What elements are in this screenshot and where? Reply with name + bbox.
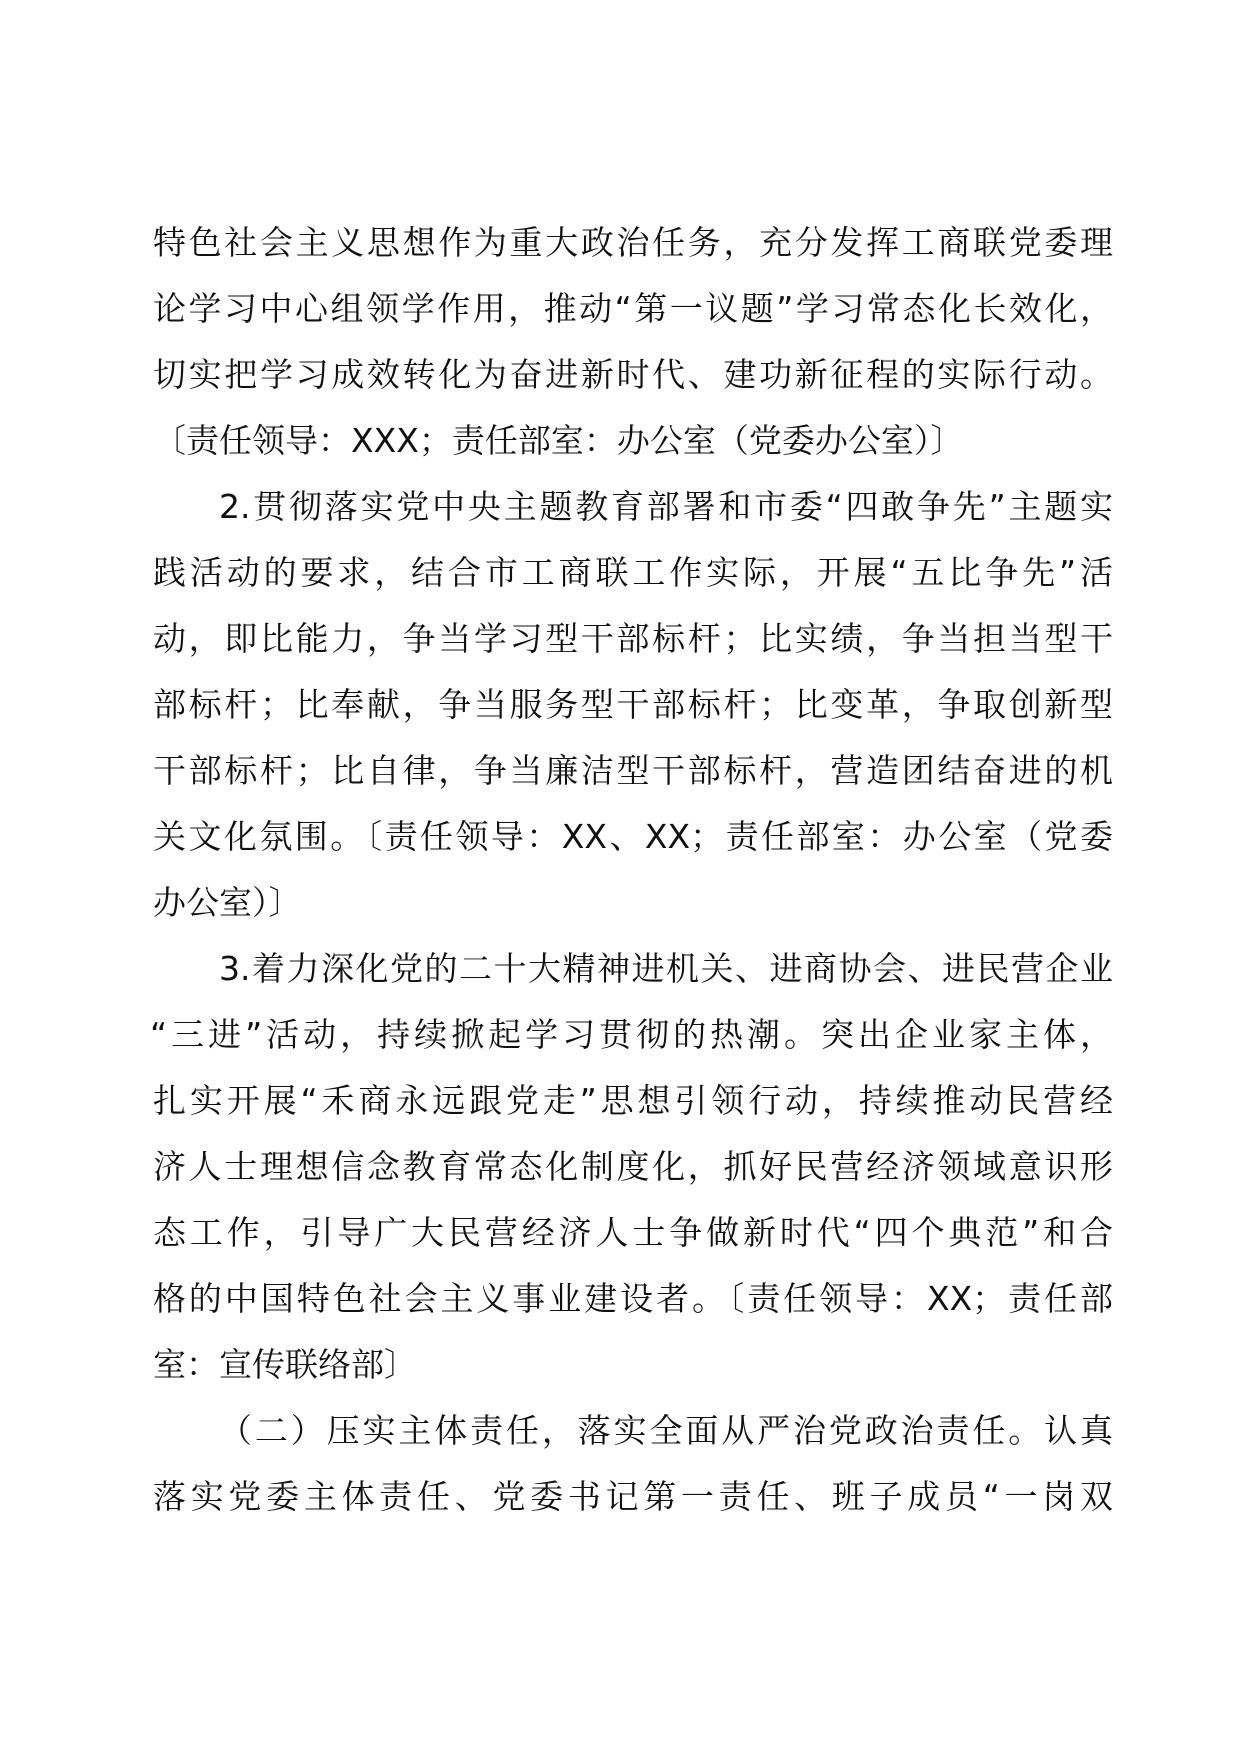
body-text-line: 践活动的要求，结合市工商联工作实际，开展“五比争先”活 [153, 553, 1113, 592]
body-text-line: 特色社会主义思想作为重大政治任务，充分发挥工商联党委理 [153, 223, 1113, 262]
body-text-line: 〔责任领导：XXX；责任部室：办公室（党委办公室）〕 [153, 421, 964, 460]
body-text-line: 态工作，引导广大民营经济人士争做新时代“四个典范”和合 [153, 1213, 1113, 1252]
body-text-line: 部标杆；比奉献，争当服务型干部标杆；比变革，争取创新型 [153, 685, 1113, 724]
body-text-line: 切实把学习成效转化为奋进新时代、建功新征程的实际行动。 [153, 355, 1113, 394]
numbered-paragraph-start: 3.着力深化党的二十大精神进机关、进商协会、进民营企业 [219, 949, 1113, 988]
body-text-line: “三进”活动，持续掀起学习贯彻的热潮。突出企业家主体， [150, 1015, 1113, 1054]
body-text-line: 济人士理想信念教育常态化制度化，抓好民营经济领域意识形 [153, 1147, 1113, 1186]
numbered-paragraph-start: 2.贯彻落实党中央主题教育部署和市委“四敢争先”主题实 [219, 487, 1113, 526]
section-heading-paragraph-start: （二）压实主体责任，落实全面从严治党政治责任。认真 [219, 1411, 1113, 1450]
body-text-line: 格的中国特色社会主义事业建设者。〔责任领导：XX；责任部 [153, 1279, 1113, 1318]
body-text-line: 室：宣传联络部〕 [153, 1345, 417, 1384]
body-text-line: 论学习中心组领学作用，推动“第一议题”学习常态化长效化， [153, 289, 1113, 328]
body-text-line: 动，即比能力，争当学习型干部标杆；比实绩，争当担当型干 [153, 619, 1113, 658]
body-text-line: 扎实开展“禾商永远跟党走”思想引领行动，持续推动民营经 [153, 1081, 1113, 1120]
body-text-line: 干部标杆；比自律，争当廉洁型干部标杆，营造团结奋进的机 [153, 751, 1113, 790]
body-text-line: 落实党委主体责任、党委书记第一责任、班子成员“一岗双 [153, 1477, 1113, 1516]
body-text-line: 关文化氛围。〔责任领导：XX、XX；责任部室：办公室（党委 [153, 817, 1113, 856]
body-text-line: 办公室）〕 [153, 883, 302, 922]
